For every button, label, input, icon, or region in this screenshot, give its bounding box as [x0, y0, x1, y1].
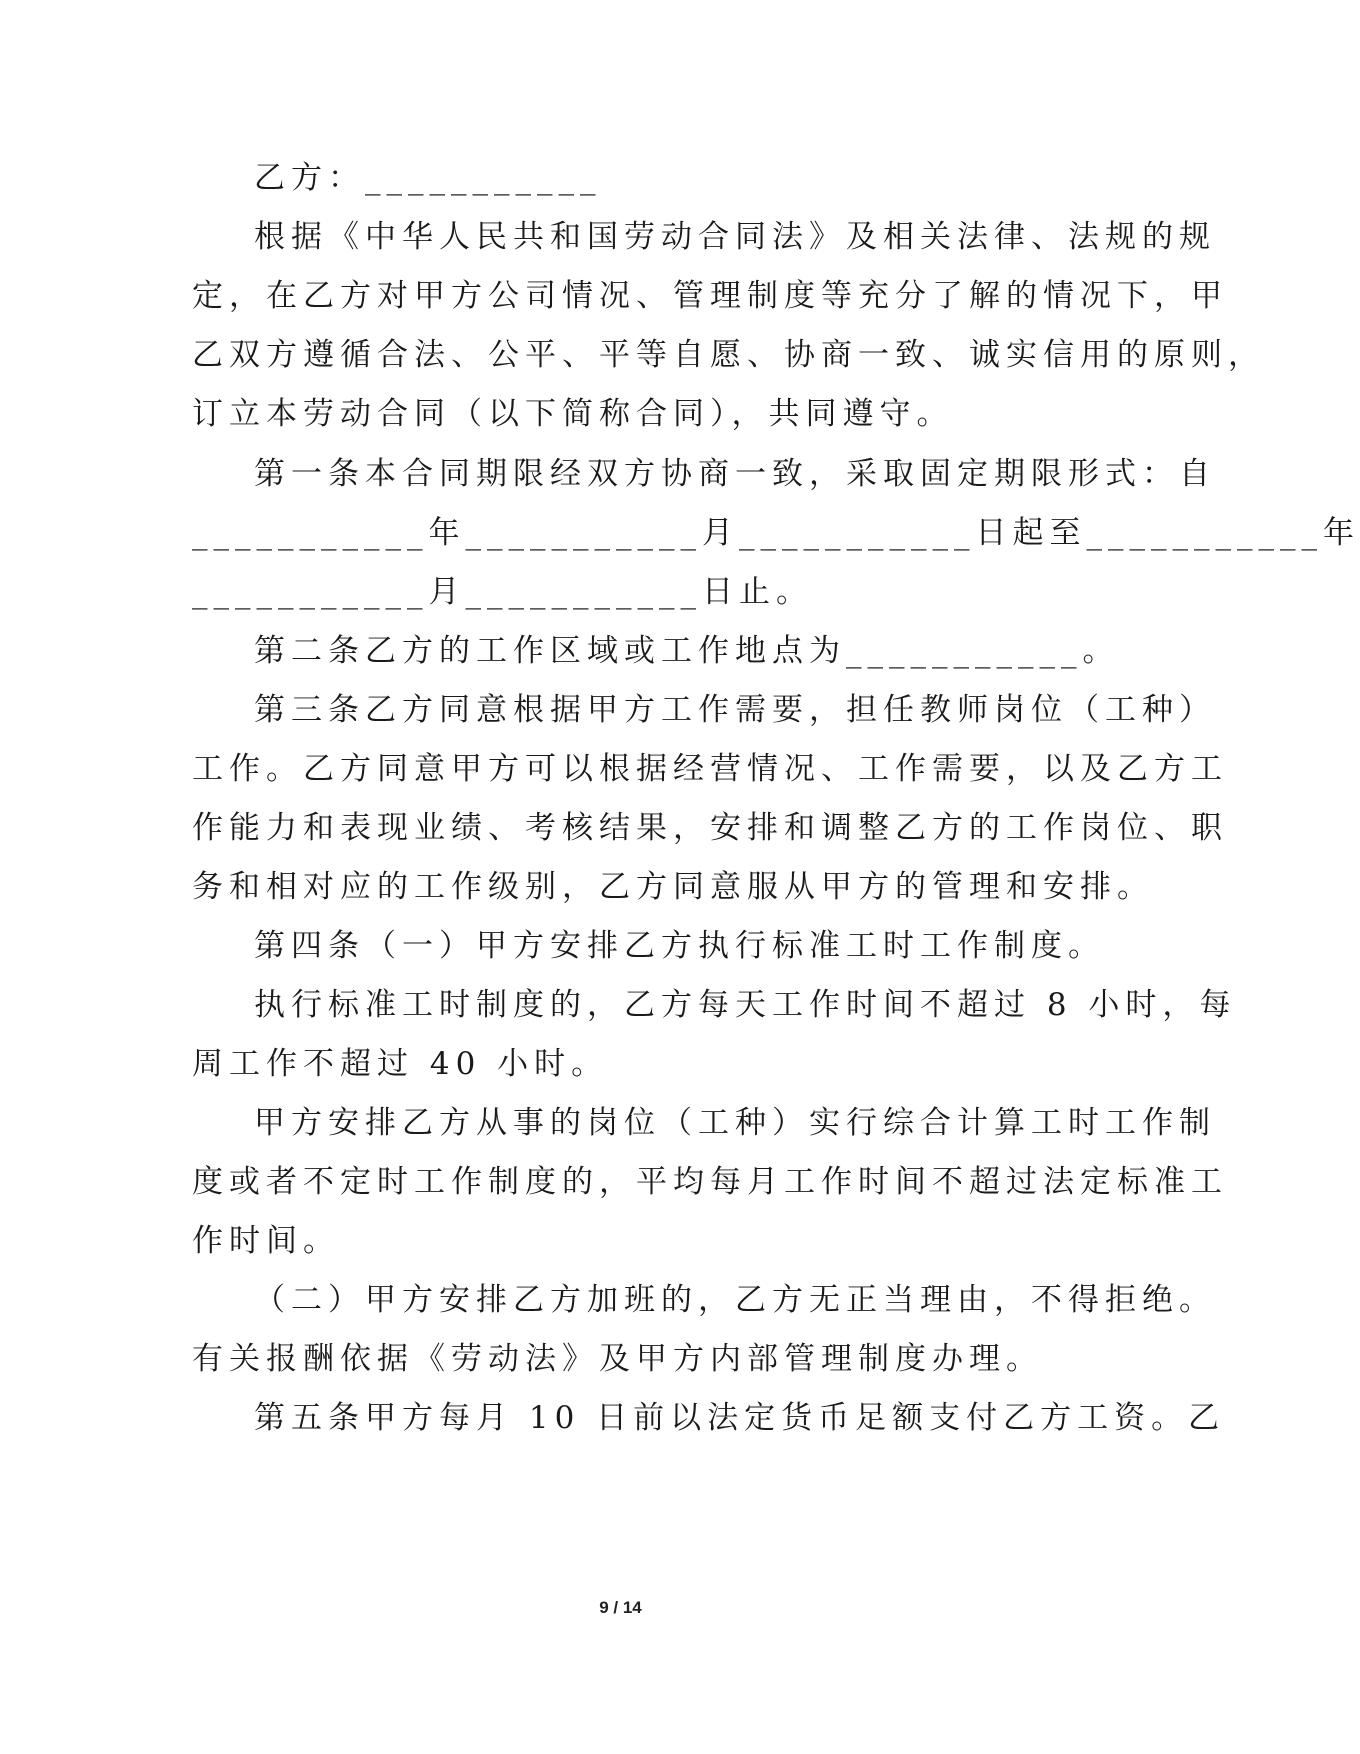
article-4-line: 度或者不定时工作制度的，平均每月工作时间不超过法定标准工: [192, 1164, 1228, 1200]
article-3-line: 作能力和表现业绩、考核结果，安排和调整乙方的工作岗位、职: [192, 810, 1228, 846]
article-1-line: ___________年___________月___________日起至___________年: [192, 515, 1360, 551]
paragraph-line: 乙双方遵循合法、公平、平等自愿、协商一致、诚实信用的原则，: [192, 337, 1265, 373]
page-number: 9 / 14: [599, 1598, 642, 1617]
paragraph-line: 根据《中华人民共和国劳动合同法》及相关法律、法规的规: [254, 219, 1216, 255]
article-4-line: 作时间。: [192, 1223, 340, 1259]
article-3-line: 务和相对应的工作级别，乙方同意服从甲方的管理和安排。: [192, 869, 1154, 905]
article-4-line: 周工作不超过 40 小时。: [192, 1046, 609, 1082]
article-5-line: 第五条甲方每月 10 日前以法定货币足额支付乙方工资。乙: [254, 1400, 1226, 1436]
party-b-line: 乙方：___________: [254, 160, 602, 196]
article-3-line: 第三条乙方同意根据甲方工作需要，担任教师岗位（工种）: [254, 692, 1216, 728]
article-4-line: （二）甲方安排乙方加班的，乙方无正当理由，不得拒绝。: [254, 1282, 1216, 1318]
article-4-line: 第四条（一）甲方安排乙方执行标准工时工作制度。: [254, 928, 1105, 964]
paragraph-line: 订立本劳动合同（以下简称合同），共同遵守。: [192, 396, 954, 432]
article-4-line: 有关报酬依据《劳动法》及甲方内部管理制度办理。: [192, 1341, 1043, 1377]
article-2-line: 第二条乙方的工作区域或工作地点为___________。: [254, 633, 1120, 669]
article-1-line: ___________月___________日止。: [192, 574, 813, 610]
article-1-line: 第一条本合同期限经双方协商一致，采取固定期限形式：自: [254, 456, 1216, 492]
paragraph-line: 定，在乙方对甲方公司情况、管理制度等充分了解的情况下，甲: [192, 278, 1228, 314]
article-4-line: 甲方安排乙方从事的岗位（工种）实行综合计算工时工作制: [254, 1105, 1216, 1141]
article-3-line: 工作。乙方同意甲方可以根据经营情况、工作需要，以及乙方工: [192, 751, 1228, 787]
article-4-line: 执行标准工时制度的，乙方每天工作时间不超过 8 小时，每: [254, 987, 1237, 1023]
